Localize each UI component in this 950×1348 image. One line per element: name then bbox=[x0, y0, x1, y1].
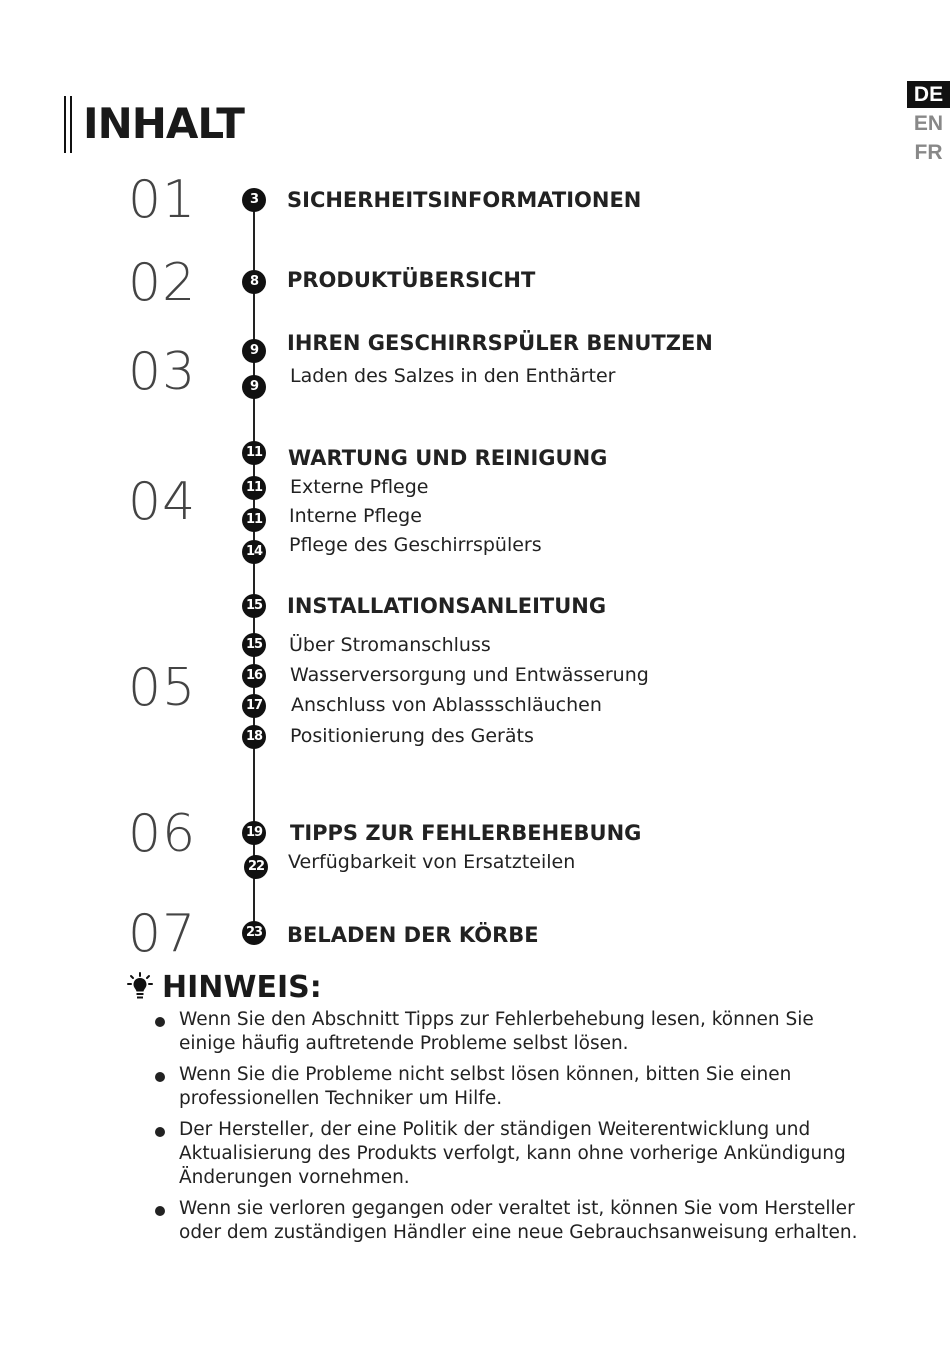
lang-tab-de[interactable]: DE bbox=[907, 81, 950, 108]
lang-tab-fr[interactable]: FR bbox=[914, 141, 943, 164]
hint-title: HINWEIS: bbox=[162, 970, 322, 1005]
toc-item-salz[interactable]: Laden des Salzes in den Enthärter bbox=[290, 365, 616, 387]
bullet-dot bbox=[155, 1017, 165, 1027]
page-badge: 17 bbox=[242, 694, 266, 718]
toc-heading-produkt[interactable]: PRODUKTÜBERSICHT bbox=[287, 268, 536, 292]
page-badge: 18 bbox=[242, 725, 266, 749]
page-badge: 15 bbox=[242, 594, 266, 618]
bullet-dot bbox=[155, 1127, 165, 1137]
hint-note: Wenn sie verloren gegangen oder veraltet ist, können Sie vom Hersteller oder dem zuständigen Händler eine neue Gebrauchsanweisung erhalten. bbox=[179, 1198, 858, 1243]
chapter-number-03: 03 bbox=[128, 342, 197, 402]
page-badge: 14 bbox=[242, 540, 266, 564]
page-badge: 22 bbox=[244, 855, 268, 879]
chapter-number-02: 02 bbox=[128, 253, 197, 313]
page-badge: 15 bbox=[242, 633, 266, 657]
toc-heading-benutzen[interactable]: IHREN GESCHIRRSPÜLER BENUTZEN bbox=[287, 331, 713, 355]
toc-heading-sicherheit[interactable]: SICHERHEITSINFORMATIONEN bbox=[287, 188, 642, 212]
lightbulb-icon bbox=[127, 972, 153, 1002]
hint-note: Wenn Sie die Probleme nicht selbst lösen können, bitten Sie einen professionellen Techniker um Hilfe. bbox=[179, 1064, 792, 1109]
page-badge: 9 bbox=[242, 339, 266, 363]
chapter-number-07: 07 bbox=[128, 904, 197, 964]
toc-item-externe-pflege[interactable]: Externe Pflege bbox=[290, 476, 429, 498]
page-badge: 23 bbox=[242, 921, 266, 945]
title-bar-ornament bbox=[64, 96, 72, 153]
bullet-dot bbox=[155, 1206, 165, 1216]
toc-item-wasser[interactable]: Wasserversorgung und Entwässerung bbox=[290, 664, 649, 686]
page-badge: 11 bbox=[242, 441, 266, 465]
bullet-dot bbox=[155, 1072, 165, 1082]
lang-tab-en[interactable]: EN bbox=[913, 112, 944, 135]
page-badge: 19 bbox=[242, 821, 266, 845]
chapter-number-05: 05 bbox=[128, 658, 197, 718]
toc-item-strom[interactable]: Über Stromanschluss bbox=[289, 634, 491, 656]
hint-note: Der Hersteller, der eine Politik der ständigen Weiterentwicklung und Aktualisierung des Produkts verfolgt, kann ohne vorherige Ankündigung Änderungen vornehmen. bbox=[179, 1119, 846, 1188]
toc-item-ablass[interactable]: Anschluss von Ablassschläuchen bbox=[291, 694, 602, 716]
toc-heading-wartung[interactable]: WARTUNG UND REINIGUNG bbox=[288, 446, 608, 470]
page-badge: 8 bbox=[242, 270, 266, 294]
toc-item-pflege-geschirrspueler[interactable]: Pflege des Geschirrspülers bbox=[289, 534, 542, 556]
chapter-number-06: 06 bbox=[128, 804, 197, 864]
page-badge: 11 bbox=[242, 508, 266, 532]
page-title: INHALT bbox=[83, 99, 244, 148]
toc-item-interne-pflege[interactable]: Interne Pflege bbox=[289, 505, 422, 527]
page-badge: 3 bbox=[242, 188, 266, 212]
toc-heading-fehler[interactable]: TIPPS ZUR FEHLERBEHEBUNG bbox=[290, 821, 642, 845]
chapter-number-04: 04 bbox=[128, 472, 197, 532]
toc-heading-installation[interactable]: INSTALLATIONSANLEITUNG bbox=[287, 594, 607, 618]
toc-heading-koerbe[interactable]: BELADEN DER KÖRBE bbox=[287, 923, 539, 947]
page-badge: 16 bbox=[242, 664, 266, 688]
toc-item-positionierung[interactable]: Positionierung des Geräts bbox=[290, 725, 534, 747]
page-badge: 9 bbox=[242, 375, 266, 399]
hint-note: Wenn Sie den Abschnitt Tipps zur Fehlerbehebung lesen, können Sie einige häufig auftretende Probleme selbst lösen. bbox=[179, 1009, 814, 1054]
page-badge: 11 bbox=[242, 476, 266, 500]
chapter-number-01: 01 bbox=[128, 170, 197, 230]
toc-item-ersatzteile[interactable]: Verfügbarkeit von Ersatzteilen bbox=[288, 851, 576, 873]
